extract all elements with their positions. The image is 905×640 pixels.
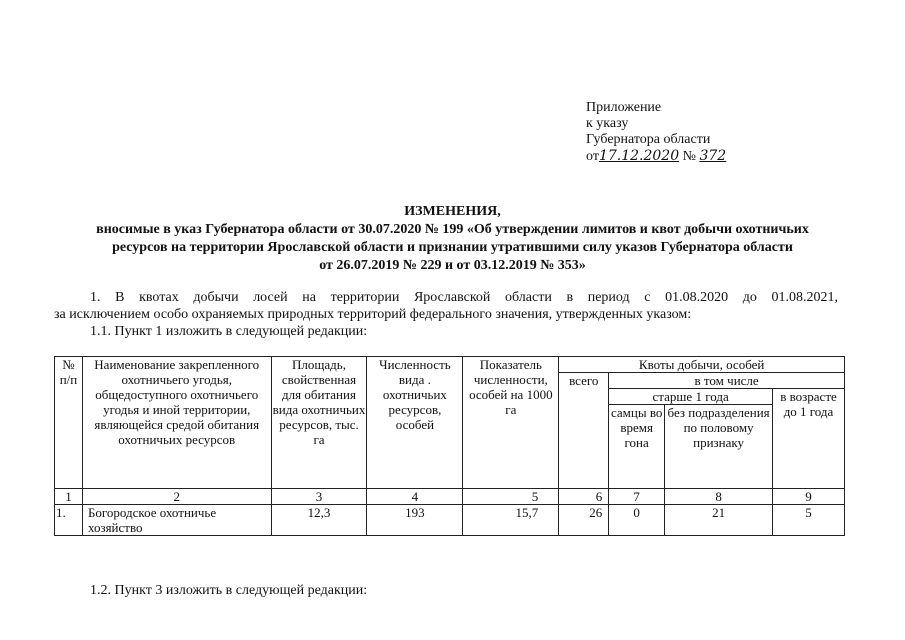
date-prefix: от bbox=[586, 149, 599, 164]
column-number: 6 bbox=[559, 489, 609, 505]
row-total: 26 bbox=[559, 505, 609, 536]
header-older-than-1-year: старше 1 года bbox=[609, 389, 773, 405]
document-subtitle-line-1: вносимые в указ Губернатора области от 30.07.2020 № 199 «Об утверждении лимитов и квот добычи охотничьих bbox=[96, 222, 809, 237]
header-under-1-year: в возрасте до 1 года bbox=[773, 389, 845, 489]
column-number: 3 bbox=[271, 489, 367, 505]
column-number: 2 bbox=[82, 489, 271, 505]
header-quota: Квоты добычи, особей bbox=[559, 357, 845, 373]
document-subtitle-line-3: от 26.07.2019 № 229 и от 03.12.2019 № 353» bbox=[319, 258, 586, 273]
row-population: 193 bbox=[367, 505, 463, 536]
document-heading: ИЗМЕНЕНИЯ, bbox=[404, 204, 501, 219]
paragraph-3: 1.2. Пункт 3 изложить в следующей редакции: bbox=[90, 583, 368, 598]
column-number: 1 bbox=[55, 489, 83, 505]
row-density: 15,7 bbox=[463, 505, 559, 536]
column-number: 5 bbox=[463, 489, 559, 505]
appendix-block bbox=[586, 100, 726, 165]
appendix-line-1: Приложение bbox=[586, 100, 662, 115]
header-total: всего bbox=[559, 373, 609, 489]
header-including: в том числе bbox=[609, 373, 845, 389]
column-number: 8 bbox=[665, 489, 773, 505]
row-young: 5 bbox=[773, 505, 845, 536]
document-subtitle-line-2: ресурсов на территории Ярославской области и признании утратившими силу указов Губернатора области bbox=[112, 240, 793, 255]
appendix-line-2: к указу bbox=[586, 116, 629, 131]
header-density: Показатель численности, особей на 1000 га bbox=[463, 357, 559, 489]
row-no-sex-division: 21 bbox=[665, 505, 773, 536]
header-territory-name: Наименование закрепленного охотничьего угодья, общедоступного охотничьего угодья и иной территории, являющейся средой обитания охотничьих ресурсов bbox=[82, 357, 271, 489]
column-number: 7 bbox=[609, 489, 665, 505]
paragraph-2: 1.1. Пункт 1 изложить в следующей редакции: bbox=[90, 324, 368, 339]
number-prefix: № bbox=[682, 149, 696, 164]
table-row bbox=[55, 505, 845, 536]
column-number: 4 bbox=[367, 489, 463, 505]
row-males: 0 bbox=[609, 505, 665, 536]
quota-table bbox=[54, 356, 845, 536]
row-number: 1. bbox=[55, 505, 83, 536]
handwritten-number: 372 bbox=[699, 148, 727, 164]
appendix-date-line bbox=[586, 148, 726, 165]
paragraph-1-line-1: 1. В квотах добычи лосей на территории Ярославской области в период с 01.08.2020 до 01.08.2021, bbox=[90, 290, 838, 305]
handwritten-date: 17.12.2020 bbox=[598, 148, 680, 164]
row-area: 12,3 bbox=[271, 505, 367, 536]
header-males-rut: самцы во время гона bbox=[609, 405, 665, 489]
row-territory-name: Богородское охотничье хозяйство bbox=[82, 505, 271, 536]
column-number-row bbox=[55, 489, 845, 505]
column-number: 9 bbox=[773, 489, 845, 505]
header-number: № п/п bbox=[55, 357, 83, 489]
paragraph-1-line-2: за исключением особо охраняемых природных территорий федерального значения, утвержденных указом: bbox=[54, 307, 692, 322]
header-no-sex-division: без подразделения по половому признаку bbox=[665, 405, 773, 489]
appendix-line-3: Губернатора области bbox=[586, 132, 711, 147]
header-area: Площадь, свойственная для обитания вида охотничьих ресурсов, тыс. га bbox=[271, 357, 367, 489]
header-population: Численность вида . охотничьих ресурсов, особей bbox=[367, 357, 463, 489]
